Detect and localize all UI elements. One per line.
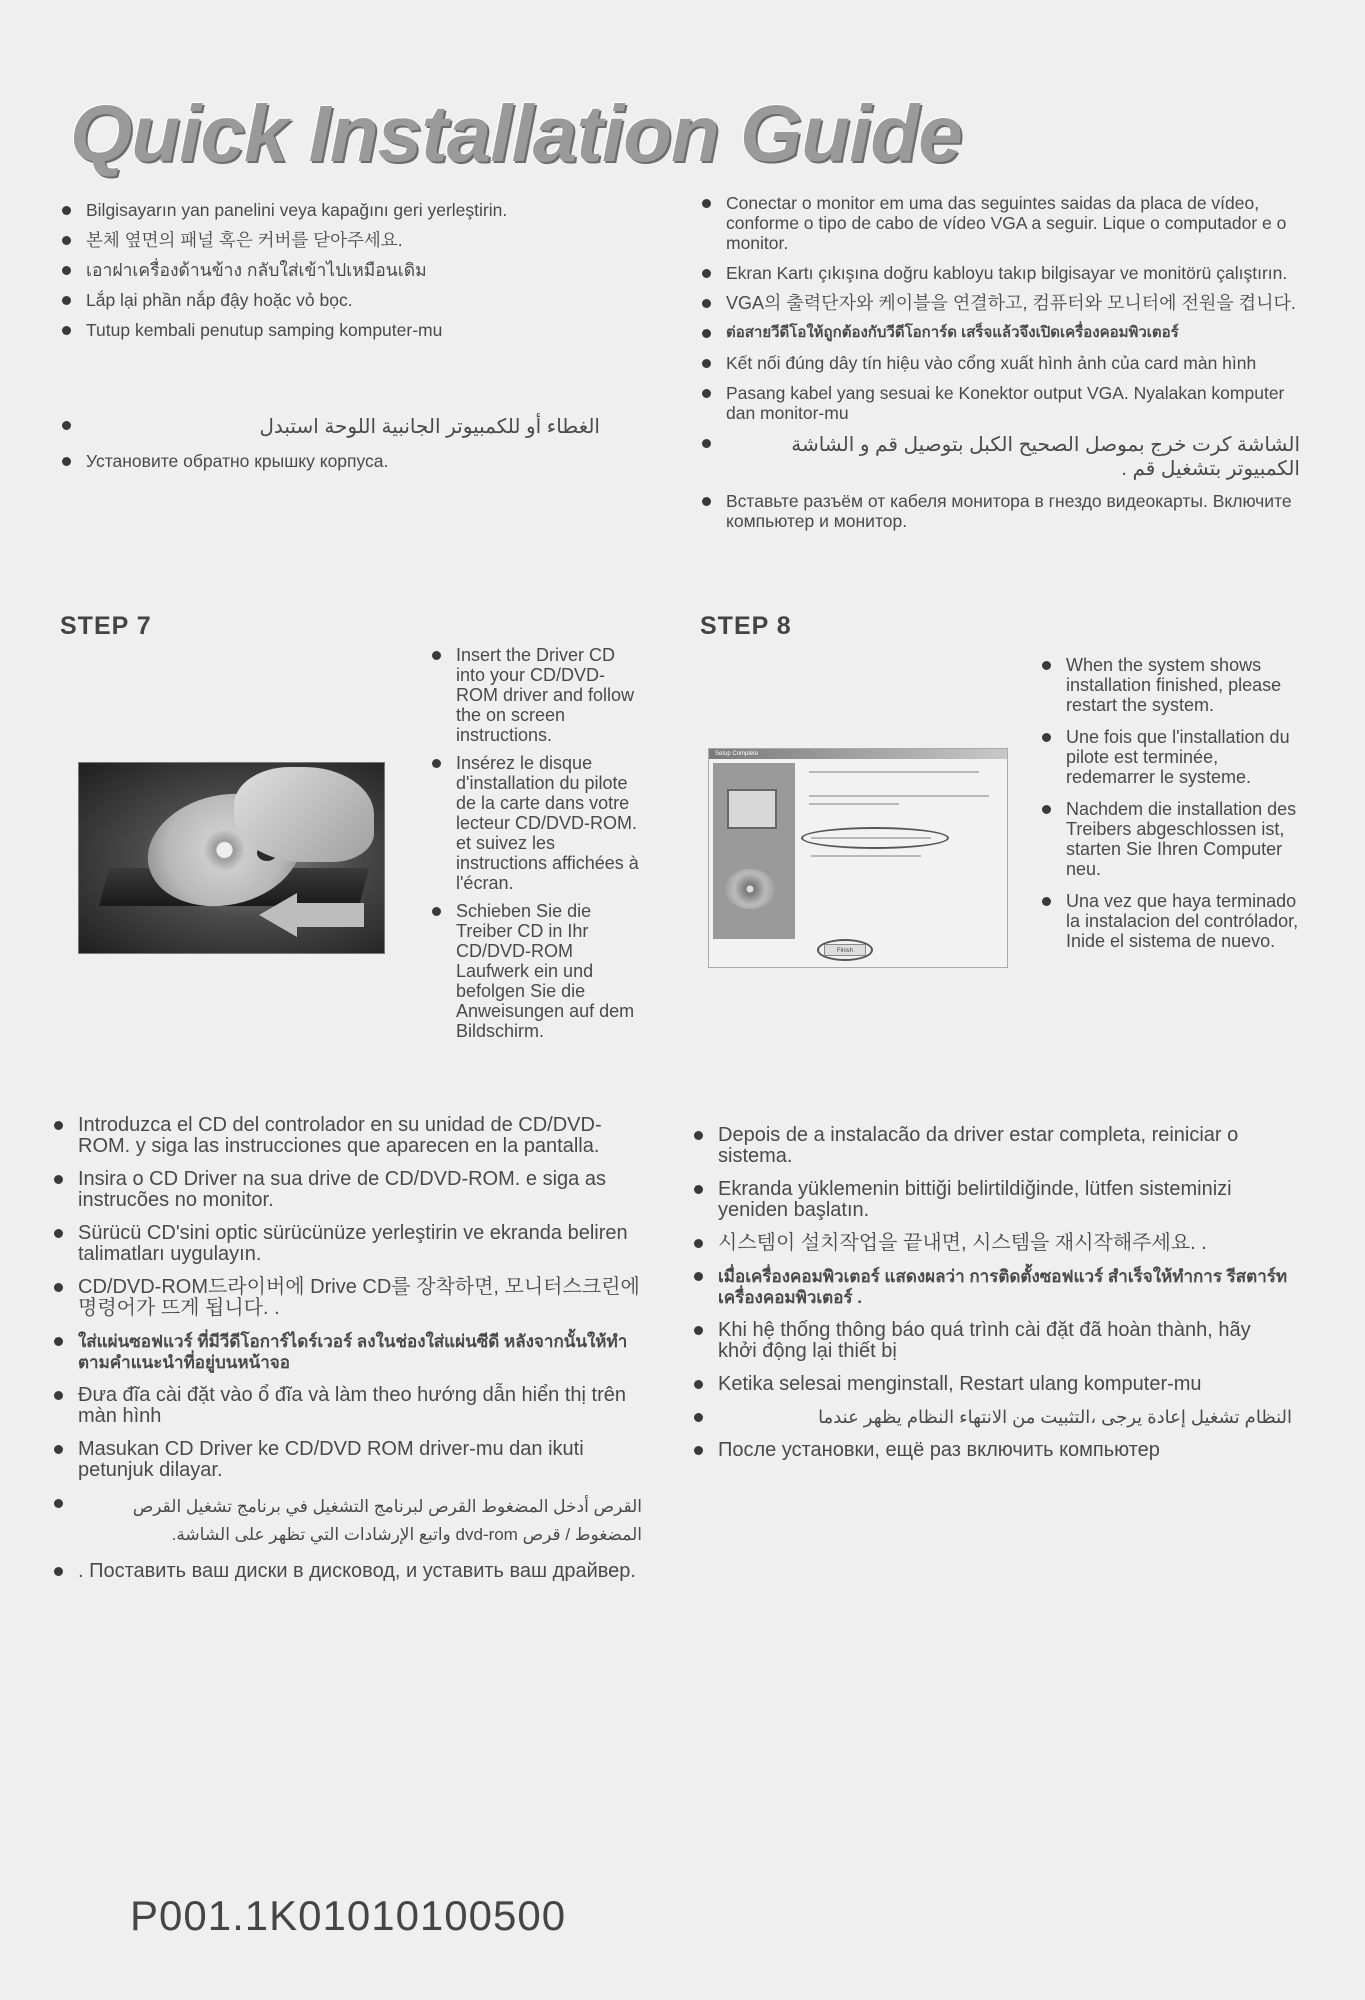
list-item: Insira o CD Driver na sua drive de CD/DVD-ROM. e siga as instrucões no monitor.: [52, 1169, 642, 1211]
list-item: Conectar o monitor em uma das seguintes saidas da placa de vídeo, conforme o tipo de cabo de vídeo VGA a seguir. Lique o computador e o monitor.: [700, 193, 1300, 253]
text-line: [809, 803, 899, 805]
list-item: Introduzca el CD del controlador en su unidad de CD/DVD-ROM. y siga las instrucciones que aparecen en la pantalla.: [52, 1115, 642, 1157]
list-item: Ekranda yüklemenin bittiği belirtildiğinde, lütfen sisteminizi yeniden başlatın.: [692, 1179, 1292, 1221]
list-item: [52, 1493, 642, 1549]
step7-heading: STEP 7: [60, 612, 152, 640]
step8-instructions: [1040, 655, 1310, 962]
list-item: Вставьте разъём от кабеля монитора в гнездо видеокарты. Включите компьютер и монитор.: [700, 491, 1300, 531]
list-item: VGA의 출력단자와 케이블을 연결하고, 컴퓨터와 모니터에 전원을 켭니다.: [700, 293, 1300, 313]
list-item: Tutup kembali penutup samping komputer-mu: [60, 320, 660, 340]
list-item: 본체 옆면의 패널 혹은 커버를 닫아주세요.: [60, 230, 660, 250]
list-item: เอาฝาเครื่องด้านข้าง กลับใส่เข้าไปเหมือนเดิม: [60, 260, 660, 280]
list-item: Nachdem die installation des Treibers abgeschlossen ist, starten Sie Ihren Computer neu.: [1040, 799, 1310, 879]
top-right-list: [700, 193, 1300, 541]
arrow-left-icon: [259, 893, 297, 937]
guide-title: Quick Installation Guide: [70, 89, 962, 178]
text-line: [811, 837, 931, 839]
list-item: . Поставить ваш диски в дисковод, и уставить ваш драйвер.: [52, 1561, 642, 1582]
arabic-text: القرص أدخل المضغوط القرص لبرنامج التشغيل في برنامج تشغيل القرص المضغوط / قرص dvd-rom واتبع الإرشادات التي تظهر على الشاشة.: [132, 1497, 642, 1544]
list-item: Kết nối đúng dây tín hiệu vào cổng xuất hình ảnh của card màn hình: [700, 353, 1300, 373]
list-item: [700, 433, 1300, 481]
part-number: P001.1K01010100500: [130, 1892, 567, 1939]
cd-tray-icon: [78, 762, 385, 954]
step8-more-list: [692, 1125, 1292, 1473]
list-item: When the system shows installation finished, please restart the system.: [1040, 655, 1310, 715]
step8-heading: STEP 8: [700, 612, 792, 640]
arrow-tail-shape: [294, 903, 364, 927]
list-item: Khi hệ thống thông báo quá trình cài đặt đã hoàn thành, hãy khởi động lại thiết bị: [692, 1320, 1292, 1362]
finish-button-label: Finish: [836, 948, 853, 954]
hand-shape: [234, 767, 374, 862]
list-item: Установите обратно крышку корпуса.: [60, 451, 600, 471]
arabic-text: الغطاء أو للكمبيوتر الجانبية اللوحة استبدل: [259, 416, 600, 438]
list-item: ใส่แผ่นซอฟแวร์ ที่มีวีดีโอการ์ไดร์เวอร์ ลงในช่องใส่แผ่นซีดี หลังจากนั้นให้ทำตามคำแนะนำที่อยู่บนหน้าจอ: [52, 1331, 642, 1373]
list-item: Depois de a instalacão da driver estar completa, reiniciar o sistema.: [692, 1125, 1292, 1167]
list-item: Una vez que haya terminado la instalacion del contrólador, Inide el sistema de nuevo.: [1040, 891, 1310, 951]
list-item: Đưa đĩa cài đặt vào ổ đĩa và làm theo hướng dẫn hiển thị trên màn hình: [52, 1385, 642, 1427]
text-line: [811, 855, 921, 857]
list-item: После установки, ещё раз включить компьютер: [692, 1440, 1292, 1461]
cd-icon: [725, 869, 775, 909]
list-item: Lắp lại phần nắp đậy hoặc vỏ bọc.: [60, 290, 660, 310]
top-left-list-2: [60, 415, 600, 481]
list-item: [692, 1407, 1292, 1428]
top-left-list: [60, 200, 660, 350]
text-line: [809, 771, 979, 773]
list-item: Ekran Kartı çıkışına doğru kabloyu takıp bilgisayar ve monitörü çalıştırın.: [700, 263, 1300, 283]
list-item: CD/DVD-ROM드라이버에 Drive CD를 장착하면, 모니터스크린에 명령어가 뜨게 됩니다. .: [52, 1277, 642, 1319]
window-title: Setup Complete: [715, 751, 759, 757]
list-item: ต่อสายวีดีโอให้ถูกต้องกับวีดีโอการ์ด เสร็จแล้วจึงเปิดเครื่องคอมพิวเตอร์: [700, 323, 1300, 343]
list-item: Insérez le disque d'installation du pilote de la carte dans votre lecteur CD/DVD-ROM. et suivez les instructions affichées à l'écran.: [430, 753, 645, 893]
list-item: 시스템이 설치작업을 끝내면, 시스템을 재시작해주세요. .: [692, 1233, 1292, 1254]
arabic-text: الشاشة كرت خرج بموصل الصحيح الكبل بتوصيل قم و الشاشة الكمبيوتر بتشغيل قم .: [791, 434, 1300, 480]
step7-instructions: [430, 645, 645, 1052]
computer-icon: [727, 789, 777, 829]
arabic-text: النظام تشغيل إعادة يرجى ،التثبيت من الانتهاء النظام يظهر عندما: [818, 1407, 1292, 1427]
text-line: [809, 795, 989, 797]
list-item: Pasang kabel yang sesuai ke Konektor output VGA. Nyalakan komputer dan monitor-mu: [700, 383, 1300, 423]
list-item: Ketika selesai menginstall, Restart ulang komputer-mu: [692, 1374, 1292, 1395]
list-item: Insert the Driver CD into your CD/DVD-ROM driver and follow the on screen instructions.: [430, 645, 645, 745]
list-item: Une fois que l'installation du pilote est terminée, redemarrer le systeme.: [1040, 727, 1310, 787]
list-item: Bilgisayarın yan panelini veya kapağını geri yerleştirin.: [60, 200, 660, 220]
step7-more-list: [52, 1115, 642, 1594]
setup-complete-screenshot: [708, 748, 1008, 968]
list-item: [60, 415, 600, 439]
list-item: Schieben Sie die Treiber CD in Ihr CD/DVD-ROM Laufwerk ein und befolgen Sie die Anweisungen auf dem Bildschirm.: [430, 901, 645, 1041]
list-item: เมื่อเครื่องคอมพิวเตอร์ แสดงผลว่า การติดตั้งซอฟแวร์ สำเร็จให้ทำการ รีสตาร์ทเครื่องคอมพิวเตอร์ .: [692, 1266, 1292, 1308]
list-item: Masukan CD Driver ke CD/DVD ROM driver-mu dan ikuti petunjuk dilayar.: [52, 1439, 642, 1481]
list-item: Sürücü CD'sini optic sürücünüze yerleştirin ve ekranda beliren talimatları uygulayın.: [52, 1223, 642, 1265]
finish-button: [824, 944, 866, 956]
